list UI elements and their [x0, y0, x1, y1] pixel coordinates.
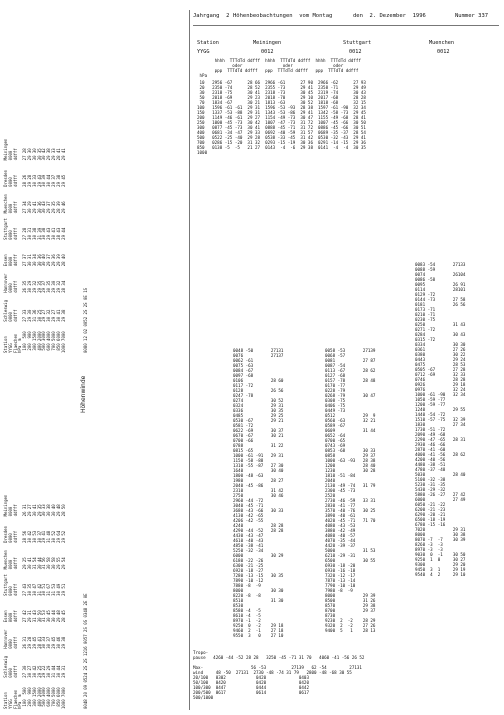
bulletin-header	[193, 10, 499, 22]
bulletin-number: Nummer 337	[455, 13, 489, 19]
bulletin-title: Höhenbeobachtungen vom Montag	[233, 13, 333, 19]
wind-band-bottom	[84, 288, 89, 353]
sig-levels-left	[233, 348, 283, 638]
sig-levels-right-text: 0083 -54 27133 0088 -59 0074 26104 0086 -58 0095 26 91 0114 28101 0129 -72 0144 -73 27 58 0181 26 56 0173 -71 0210 -71 0230 -75 0250 31 43 0271 -72 0284 30 43 0315 -72 0334 30 30 0361 27 26 0380 30 22 0443 29 24 0475 28 53 0505 -67 27 28 0712 -69 32 33 0746 28 28 0926 29 18 0976 32 24 1000 -61 -90 32 34 1050 -59 -77 1200 -59 -77 1240 29 55 1440 -54 -72 1510 -57 -75 32 39 1830 27 34 1730 -51 -72 2090 -49 -68 2290 -47 -65 28 31 2930 -46 -66 2870 -41 -60 4000 -41 -56 28 62 4200 -40 -56 4480 -38 -51 4780 -37 -48 5030 28 40 5100 -32 -38 5230 -31 -35 5430 -29 -32 5880 -26 -27 27 42 6000 27 49 6050 -21 -22 6200 -21 -23 6290 -20 -21 6500 -18 -19 6780 -15 -16 7020 29 31 8000 30 38 8070 -7 -7 30 39 8260 -3 -3 8970 -3 -3 9030 0 -1 30 50 9250 1 0 30 27 9300 29 20 9450 3 1 29 19 9540 4 2 29 10	[415, 262, 466, 577]
sig-levels-left-text: 0048 -50 27131 0076 27137 0062 -61 0075 -63 0084 -67 0097 -68 0106 28 60 0117 -72 0128 26 56 0247 -78 0274 30 52 0324 29 31 0336 30 35 0485 29 25 0530 -67 29 21 0581 -72 0622 -69 30 37 0670 -67 30 21 0700 -66 0788 31 22 0815 -65 1000 -61 -91 29 31 1150 -58 -88 1310 -55 -87 27 30 1640 30 40 1800 -48 -63 1980 28 27 2040 -45 -86 2310 31 42 2750 30 46 2960 -44 -72 3040 -45 -71 3680 -43 -66 30 33 4130 -42 -65 4206 -42 -55 4240 28 28 4290 -44 -52 28 28 4430 -43 -47 4610 -40 -43 4850 -38 -41 5250 -32 -34 6000 30 29 6180 -22 -26 6300 -21 -25 6920 -18 -27 7280 -13 -15 30 35 7890 -10 -12 7880 -8 -9 8000 30 30 8220 -8 -8 8510 31 30 8530 8580 -4 -5 8610 -4 -5 8970 -1 -2 9250 0 -2 29 18 9460 2 -1 27 18 9550 3 0 27 10	[233, 348, 284, 638]
station-time-1: 0012	[261, 49, 274, 55]
wind-band-mid-text: 0048 20 09 0524 2S 2S 1216 0057 2S 0S 0348 2E 0E	[83, 593, 88, 709]
wind-band-bottom-text: 0080 12 02 0052 2S 2S 0E 1S	[83, 287, 88, 353]
header-rule	[193, 25, 499, 26]
main-table-rows	[197, 80, 366, 155]
sig-levels-mid	[325, 348, 375, 633]
yygg-label: YYGG	[197, 49, 210, 55]
wind-table-bottom-text: Station Schleswig Hannover Essen Stuttgart Muenchen Dresden Meiningen YYGG 0000 0000 0000 0000 0000 0000 0000 Flaechen ddfff ddfff ddfff ddfff ddfff ddfff ddfff hPa m 100 500 27 33 26 35 27 37 27 28 27 34 28 26 27 28 200 900 29 30 30 29 30 31 30 31 30 29 29 28 29 30 300 1500 31 36 29 32 30 34 30 38 29 41 30 33 30 30 400 2000 30 25 29 35 30 36 31 39 30 36 29 43 30 35 500 3000 29 27 29 37 30 40 30 38 30 43 30 39 30 42 600 4000 30 32 30 35 29 37 29 43 29 37 30 44 29 38 700 5000 29 27 29 30 29 36 30 41 29 35 29 37 29 33 850 6000 30 41 29 32 29 39 28 43 28 39 29 38 28 41 1000 7000 29 38 28 34 28 40 29 44 29 46 29 45 29 41	[3, 138, 66, 353]
sig-levels-right	[415, 262, 465, 577]
station-name-3: Muenchen	[429, 40, 454, 46]
observation-section	[193, 10, 499, 710]
main-table-header	[197, 58, 361, 78]
rotated-wind-content	[2, 13, 187, 713]
tropopause-maxwind-text: Tropo- pause 4260 -44 -52 28 28 3250 -45 -71 31 70 4060 -41 -56 26 52 Max- 56 -53 27139 62 -54 27131 wind 48 -50 27131 2730 -48 -74 31 79 2800 -48 -68 30 55 20/100 0302 0420 0403 50/100 0420 0420 0420 100/300 0447 0444 0442 200/500 0617 0614 0617 500/1000	[193, 650, 365, 700]
sig-levels-mid-text: 0058 -53 27139 0068 -57 0081 27 87 0087 -54 0113 -67 28 62 0127 -68 0157 -78 28 48 0170 -77 0228 -79 0268 -79 30 47 0308 -75 0406 -75 0449 -73 0512 29 9 0560 -63 32 21 0589 -67 0609 31 44 0652 -64 0700 -65 0743 -69 0853 -68 30 33 0858 29 37 1000 -63 -93 28 38 1200 28 40 1230 30 28 1810 -51 -84 2040 2130 -49 -74 31 79 2300 -45 -73 2520 2730 -46 -59 33 31 2830 -41 -77 3570 -40 -76 30 25 3890 -40 -61 4020 -45 -71 71 70 4080 -43 -53 3880 -42 -49 4080 -40 -57 4070 -35 -44 4420 -39 -37 5000 31 53 6210 -29 -31 6500 30 55 6930 -18 -20 6930 -16 -18 7320 -12 -17 7870 -13 -14 7790 -10 -10 7980 -8 -9 8000 29 39 8500 31 26 8570 29 38 8700 29 37 8730 9230 2 -2 28 29 9320 2 -2 27 26 9400 5 1 28 13	[325, 348, 376, 633]
station-label: Station	[197, 40, 219, 46]
station-name-2: Stuttgart	[343, 40, 372, 46]
wind-band-mid	[84, 593, 89, 709]
bulletin-date: den 2. Dezember 1996	[353, 13, 426, 19]
section-title-hoehenwinde-top: Höhenwinde	[80, 375, 87, 413]
station-time-3: 0012	[437, 49, 450, 55]
main-table-header-text: hhhh TTTdTd ddfff hhhh TTTdTd ddfff hhhh TTTdTd ddfff oder oder oder ppp TTTdTd ddfff ppp TTTdTd ddfff ppp TTTdTd ddfff hPa	[199, 58, 361, 78]
wind-table-top	[4, 495, 66, 709]
station-name-1: Meiningen	[253, 40, 282, 46]
jahrgang-label: Jahrgang 2	[193, 13, 230, 19]
main-table-rows-text: 10 2956 -67 28 66 2966 -61 27 90 2966 -62 27 93 20 2350 -74 28 52 2355 -73 29 41 2358 -71 29 49 30 2318 -75 30 41 2318 -73 30 45 2319 -74 30 43 50 2018 -69 29 23 2018 -70 29 10 2017 -68 28 28 70 1834 -67 30 21 1813 -63 30 52 1818 -68 32 15 100 1596 -61 -61 29 31 1596 -53 -93 28 38 1597 -61 -90 32 34 150 1337 -53 -88 29 31 1343 -53 -86 29 41 1342 -58 -73 29 45 200 1149 -46 -61 29 27 1154 -49 -73 30 47 1155 -49 -68 28 41 250 1000 -45 -73 30 42 1007 -47 -73 31 72 1007 -45 -66 30 50 300 0877 -45 -73 30 41 0888 -45 -71 31 72 0886 -45 -66 30 51 400 0681 -34 -47 29 33 0692 -40 -59 31 57 0689 -35 -37 28 54 500 0522 -25 -40 29 28 0538 -33 -45 31 42 0530 -32 -43 29 41 700 0286 -15 -20 31 32 0293 -15 -19 30 36 0291 -14 -15 29 36 850 0138 -5 -5 21 27 0143 -4 -6 29 38 0141 -4 -4 30 35 1000	[197, 80, 366, 155]
wind-table-top-text: Station Schleswig Hannover Essen Stuttgart Muenchen Dresden Meiningen YYGG 0000 0000 0000 0000 0000 0000 0000 Flaechen ddfff ddfff ddfff ddfff ddfff ddfff ddfff hPa m 100 500 27 30 26 31 27 42 27 43 29 25 28 56 26 31 200 900 30 27 29 28 29 31 30 35 30 41 30 42 29 27 300 1500 30 42 29 45 31 43 30 47 31 54 30 53 30 41 400 2000 29 25 28 41 30 50 31 42 30 44 30 37 29 35 500 3000 29 22 30 33 31 53 30 51 31 56 29 41 30 33 600 4000 30 29 30 37 30 45 31 67 30 58 31 48 30 38 700 5000 31 44 29 45 30 44 31 53 30 58 30 52 30 40 850 6000 30 44 30 46 29 48 30 49 29 55 29 64 29 48 1000 7000 29 31 29 38 28 45 29 51 29 54 29 52 28 50	[3, 494, 66, 709]
wind-table-bottom	[4, 139, 66, 353]
rotated-wind-section	[2, 2, 187, 713]
column-divider	[189, 10, 190, 710]
tropopause-maxwind-block	[193, 650, 499, 700]
station-time-2: 0012	[349, 49, 362, 55]
